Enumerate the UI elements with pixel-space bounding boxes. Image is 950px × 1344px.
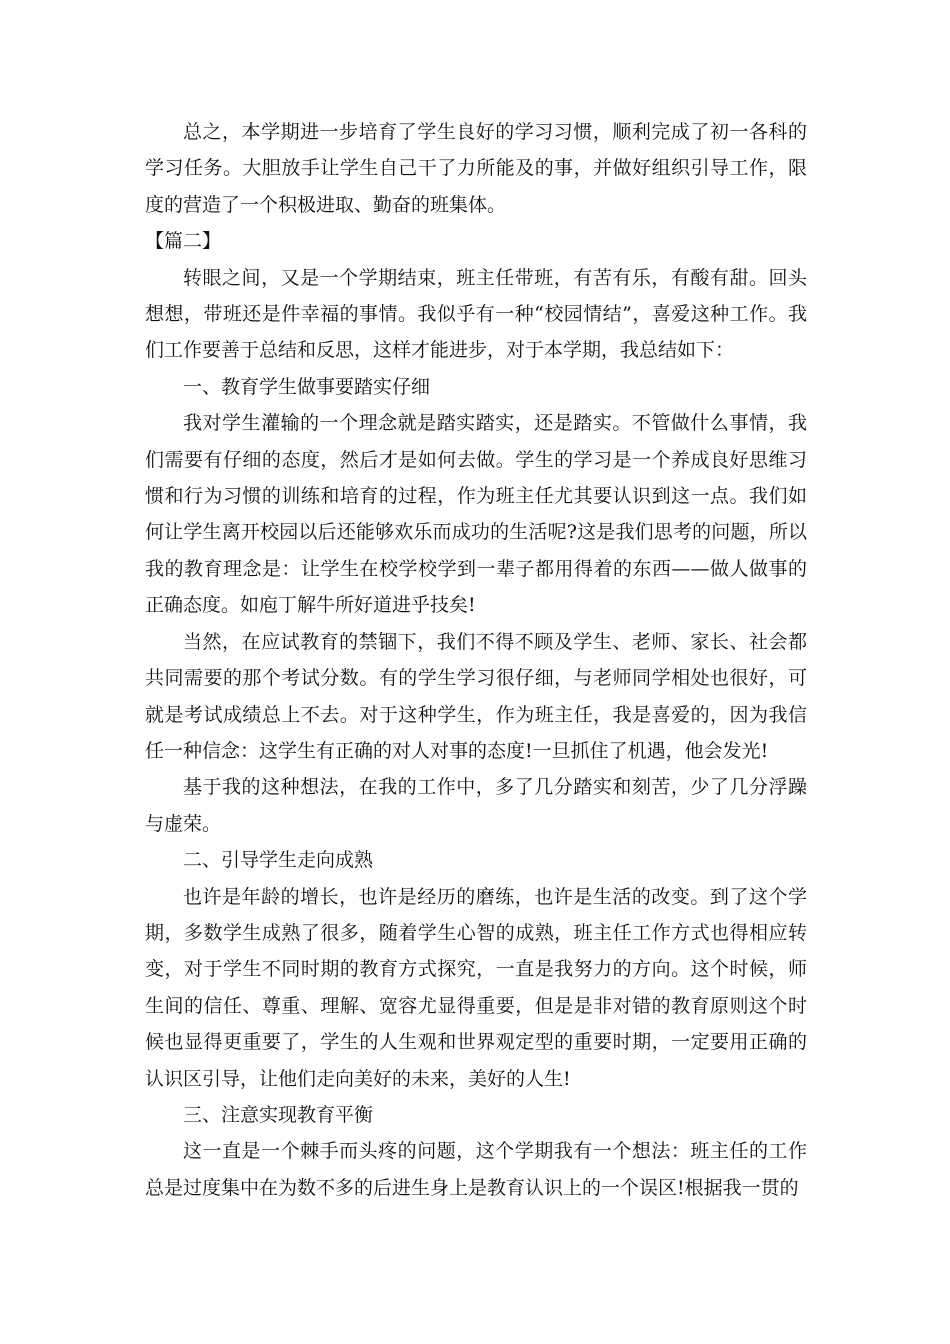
paragraph-section-one-c: 基于我的这种想法，在我的工作中，多了几分踏实和刻苦，少了几分浮躁与虚荣。 xyxy=(145,776,807,835)
paragraph-section-three: 这一直是一个棘手而头疼的问题，这个学期我有一个想法：班主任的工作总是过度集中在为数不多的后进生身上是教育认识上的一个误区!根据我一贯的 xyxy=(145,1140,807,1199)
heading-section-three: 三、注意实现教育平衡 xyxy=(183,1103,374,1126)
paragraph-intro: 转眼之间，又是一个学期结束，班主任带班，有苦有乐，有酸有甜。回头想想，带班还是件幸福的事情。我似乎有一种“校园情结”，喜爱这种工作。我们工作要善于总结和反思，这样才能进步，对于本学期，我总结如下： xyxy=(145,266,807,362)
paragraph-summary: 总之，本学期进一步培育了学生良好的学习习惯，顺利完成了初一各科的学习任务。大胆放手让学生自己干了力所能及的事，并做好组织引导工作，限度的营造了一个积极进取、勤奋的班集体。 xyxy=(145,121,807,216)
section-label-part-two: 【篇二】 xyxy=(145,230,222,253)
heading-section-two: 二、引导学生走向成熟 xyxy=(183,849,374,872)
heading-section-one: 一、教育学生做事要踏实仔细 xyxy=(183,375,431,398)
paragraph-section-one-b: 当然，在应试教育的禁锢下，我们不得不顾及学生、老师、家长、社会都共同需要的那个考试分数。有的学生学习很仔细，与老师同学相处也很好，可就是考试成绩总上不去。对于这种学生，作为班主任，我是喜爱的，因为我信任一种信念：这学生有正确的对人对事的态度!一旦抓住了机遇，他会发光! xyxy=(145,630,807,762)
document-page xyxy=(145,114,807,1206)
paragraph-section-one-a: 我对学生灌输的一个理念就是踏实踏实，还是踏实。不管做什么事情，我们需要有仔细的态度，然后才是如何去做。学生的学习是一个养成良好思维习惯和行为习惯的训练和培育的过程，作为班主任尤其要认识到这一点。我们如何让学生离开校园以后还能够欢乐而成功的生活呢?这是我们思考的问题，所以我的教育理念是：让学生在校学校学到一辈子都用得着的东西——做人做事的正确态度。如庖丁解牛所好道进乎技矣! xyxy=(145,412,807,617)
paragraph-section-two: 也许是年龄的增长，也许是经历的磨练，也许是生活的改变。到了这个学期，多数学生成熟了很多，随着学生心智的成熟，班主任工作方式也得相应转变，对于学生不同时期的教育方式探究，一直是我努力的方向。这个时候，师生间的信任、尊重、理解、宽容尤显得重要，但是是非对错的教育原则这个时候也显得更重要了，学生的人生观和世界观定型的重要时期，一定要用正确的认识区引导，让他们走向美好的未来，美好的人生! xyxy=(145,885,807,1090)
